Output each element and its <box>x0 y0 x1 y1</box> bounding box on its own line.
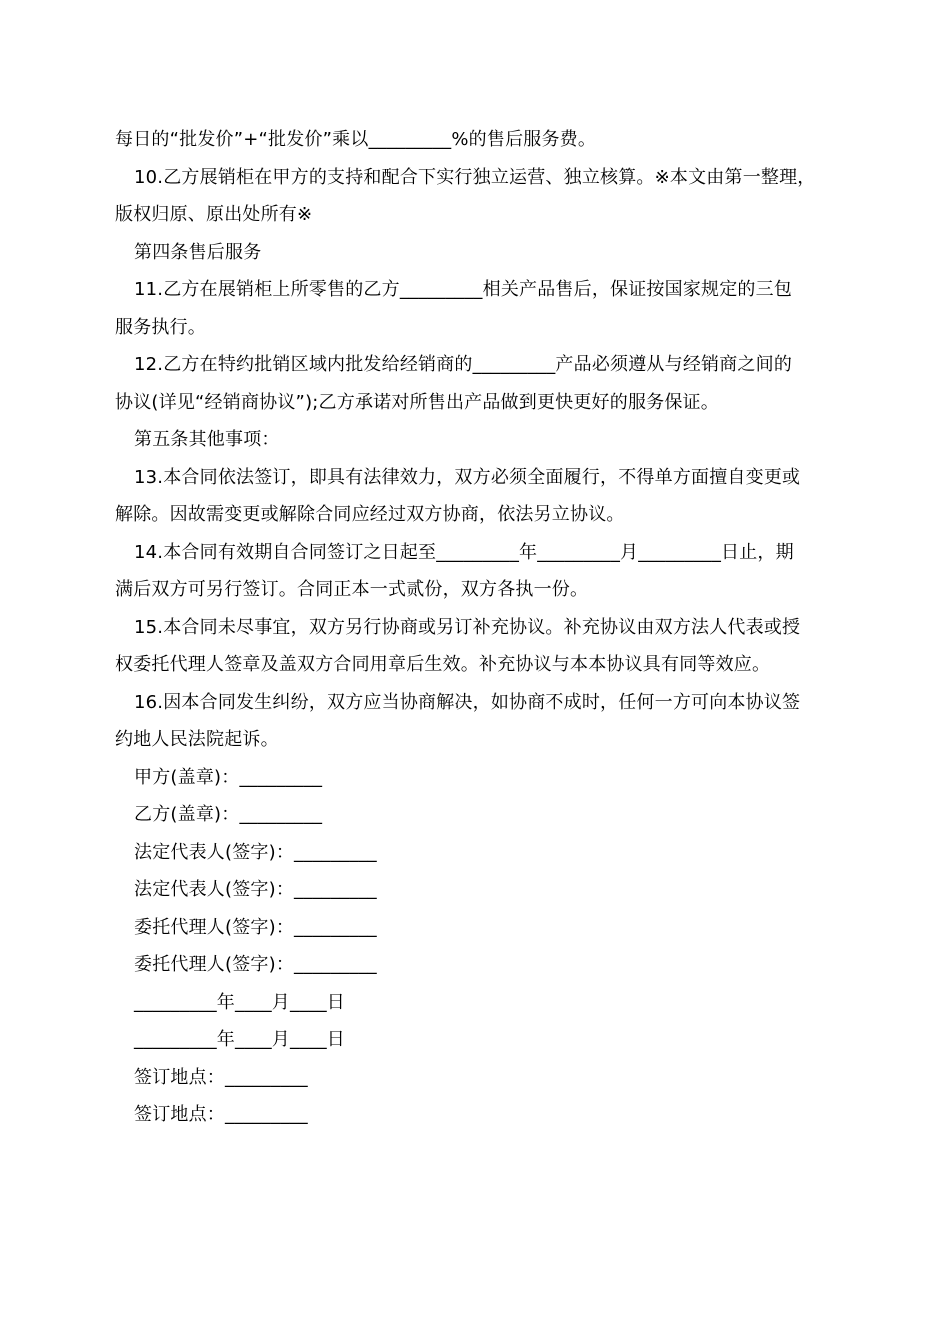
paragraph-line: 约地人民法院起诉。 <box>115 729 279 750</box>
paragraph-line: 版权归原、原出处所有※ <box>115 204 313 225</box>
legal-rep-signature-field: 法定代表人(签字)：_________ <box>134 841 377 863</box>
agent-signature-field: 委托代理人(签字)：_________ <box>134 954 377 975</box>
signing-place-field: 签订地点：_________ <box>134 1066 308 1088</box>
signing-place-field: 签订地点：_________ <box>134 1104 308 1125</box>
party-b-seal-field: 乙方(盖章)：_________ <box>134 804 323 825</box>
party-a-seal-field: 甲方(盖章)：_________ <box>134 766 323 788</box>
paragraph-line: 权委托代理人签章及盖双方合同用章后生效。补充协议与本本协议具有同等效应。 <box>115 654 771 675</box>
date-field: _________年____月____日 <box>134 991 345 1013</box>
document-page <box>115 121 837 1134</box>
clause-10-line: 10.乙方展销柜在甲方的支持和配合下实行独立运营、独立核算。※本文由第一整理， <box>134 166 816 188</box>
legal-rep-signature-field: 法定代表人(签字)：_________ <box>134 879 377 900</box>
clause-11-line: 11.乙方在展销柜上所零售的乙方_________相关产品售后，保证按国家规定的三包 <box>134 279 793 300</box>
section-heading-other-matters: 第五条其他事项： <box>134 429 280 450</box>
paragraph-line: 服务执行。 <box>115 316 206 338</box>
paragraph-line: 解除。因故需变更或解除合同应经过双方协商，依法另立协议。 <box>115 504 625 525</box>
paragraph-line: 协议(详见“经销商协议”);乙方承诺对所售出产品做到更快更好的服务保证。 <box>115 391 719 413</box>
clause-14-line: 14.本合同有效期自合同签订之日起至_________年_________月_________日止，期 <box>134 541 794 563</box>
clause-15-line: 15.本合同未尽事宜，双方另行协商或另订补充协议。补充协议由双方法人代表或授 <box>134 616 801 638</box>
agent-signature-field: 委托代理人(签字)：_________ <box>134 916 377 938</box>
paragraph-line: 满后双方可另行签订。合同正本一式贰份，双方各执一份。 <box>115 579 589 600</box>
paragraph-line: 每日的“批发价”+“批发价”乘以_________%的售后服务费。 <box>115 129 597 150</box>
clause-16-line: 16.因本合同发生纠纷，双方应当协商解决，如协商不成时，任何一方可向本协议签 <box>134 691 801 713</box>
date-field: _________年____月____日 <box>134 1029 345 1050</box>
clause-12-line: 12.乙方在特约批销区域内批发给经销商的_________产品必须遵从与经销商之间的 <box>134 354 793 375</box>
section-heading-after-sales: 第四条售后服务 <box>134 241 262 263</box>
clause-13-line: 13.本合同依法签订，即具有法律效力，双方必须全面履行，不得单方面擅自变更或 <box>134 466 801 488</box>
